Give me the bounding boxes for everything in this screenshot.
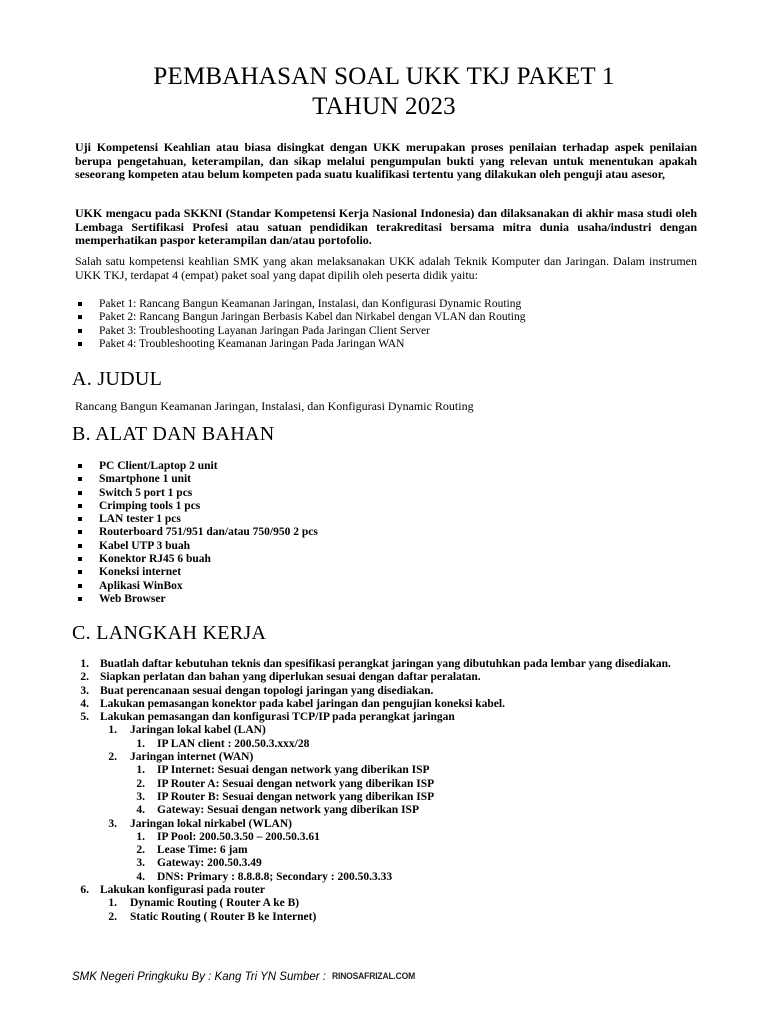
step-item-level-0 [75, 658, 705, 671]
step-number: 4. [136, 870, 145, 883]
list-item: Paket 1: Rancang Bangun Keamanan Jaringan, Instalasi, dan Konfigurasi Dynamic Routing [75, 298, 525, 311]
step-text: IP Pool: 200.50.3.50 – 200.50.3.61 [157, 830, 320, 843]
step-number: 1. [80, 658, 89, 670]
step-number: 3. [80, 684, 89, 697]
intro-paragraph-1: Uji Kompetensi Keahlian atau biasa disingkat dengan UKK merupakan proses penilaian terhadap aspek penilaian berupa pengetahuan, keterampilan, dan sikap melalui pengumpulan bukti yang relevan untuk menentukan apakah seseorang kompeten atau belum kompeten pada suatu kualifikasi tertentu yang dilakukan oleh penguji atau asesor, [75, 140, 697, 181]
section-a-text: Rancang Bangun Keamanan Jaringan, Instalasi, dan Konfigurasi Dynamic Routing [75, 399, 474, 413]
step-number: 5. [80, 711, 89, 724]
section-b-heading: B. ALAT DAN BAHAN [72, 423, 275, 445]
step-number: 1. [108, 724, 117, 737]
step-item-level-0 [75, 884, 705, 897]
list-item: Routerboard 751/951 dan/atau 750/950 2 pcs [75, 526, 318, 539]
step-text: Lakukan pemasangan dan konfigurasi TCP/IP pada perangkat jaringan [100, 711, 455, 724]
list-item: Web Browser [75, 593, 318, 606]
step-text: Buatlah daftar kebutuhan teknis dan spesifikasi perangkat jaringan yang dibutuhkan pada lembar yang disediakan. [100, 658, 671, 670]
step-number: 1. [136, 737, 145, 750]
list-item: Konektor RJ45 6 buah [75, 553, 318, 566]
step-number: 4. [136, 804, 145, 817]
list-item: PC Client/Laptop 2 unit [75, 460, 318, 473]
step-item-level-0 [75, 698, 705, 711]
step-text: Lakukan pemasangan konektor pada kabel jaringan dan pengujian koneksi kabel. [100, 697, 505, 710]
step-number: 2. [108, 910, 117, 923]
step-item-level-2 [75, 831, 705, 844]
list-item: Smartphone 1 unit [75, 473, 318, 486]
step-item-level-0 [75, 685, 705, 698]
title-line-2: TAHUN 2023 [312, 93, 456, 120]
step-text: Lease Time: 6 jam [157, 844, 248, 857]
list-item: Paket 4: Troubleshooting Keamanan Jaringan Pada Jaringan WAN [75, 338, 525, 351]
step-text: Lakukan konfigurasi pada router [100, 884, 265, 897]
intro-paragraph-3: Salah satu kompetensi keahlian SMK yang akan melaksanakan UKK adalah Teknik Komputer dan Jaringan. Dalam instrumen UKK TKJ, terdapat 4 (empat) paket soal yang dapat dipilih oleh peserta didik yaitu: [75, 254, 697, 282]
step-item-level-2 [75, 778, 705, 791]
step-text: Jaringan internet (WAN) [130, 751, 254, 764]
step-number: 3. [136, 857, 145, 870]
step-item-level-2 [75, 804, 705, 817]
step-text: Gateway: Sesuai dengan network yang diberikan ISP [157, 804, 419, 817]
list-item: Kabel UTP 3 buah [75, 540, 318, 553]
step-number: 3. [108, 817, 117, 830]
step-text: DNS: Primary : 8.8.8.8; Secondary : 200.50.3.33 [157, 870, 393, 883]
step-item-level-1 [75, 724, 705, 737]
page-footer [72, 970, 424, 984]
step-item-level-2 [75, 844, 705, 857]
step-text: Static Routing ( Router B ke Internet) [130, 910, 317, 923]
step-number: 1. [136, 830, 145, 843]
step-number: 1. [108, 897, 117, 910]
step-item-level-2 [75, 791, 705, 804]
source-logo: RINOSAFRIZAL.COM [331, 971, 416, 982]
list-item: Koneksi internet [75, 566, 318, 579]
step-number: 6. [80, 884, 89, 897]
step-item-level-2 [75, 738, 705, 751]
title-line-1: PEMBAHASAN SOAL UKK TKJ PAKET 1 [153, 63, 615, 90]
step-text: IP Router B: Sesuai dengan network yang diberikan ISP [157, 790, 435, 803]
tools-list [75, 460, 318, 606]
step-item-level-2 [75, 871, 705, 884]
step-text: Jaringan lokal nirkabel (WLAN) [130, 817, 292, 830]
step-number: 4. [80, 697, 89, 710]
step-number: 2. [108, 751, 117, 764]
step-item-level-1 [75, 911, 705, 924]
step-text: IP Internet: Sesuai dengan network yang diberikan ISP [157, 764, 430, 777]
step-number: 2. [80, 671, 89, 684]
list-item: Paket 2: Rancang Bangun Jaringan Berbasis Kabel dan Nirkabel dengan VLAN dan Routing [75, 311, 525, 324]
list-item: Crimping tools 1 pcs [75, 500, 318, 513]
step-text: Jaringan lokal kabel (LAN) [130, 724, 266, 737]
section-a-heading: A. JUDUL [72, 368, 163, 390]
package-list [75, 298, 525, 351]
list-item: LAN tester 1 pcs [75, 513, 318, 526]
step-text: IP Router A: Sesuai dengan network yang diberikan ISP [157, 777, 435, 790]
step-number: 1. [136, 764, 145, 777]
list-item: Paket 3: Troubleshooting Layanan Jaringan Pada Jaringan Client Server [75, 325, 525, 338]
step-item-level-2 [75, 764, 705, 777]
footer-credit: SMK Negeri Pringkuku By : Kang Tri YN Sumber : [72, 971, 326, 983]
step-item-level-1 [75, 818, 705, 831]
step-item-level-0 [75, 711, 705, 724]
intro-paragraph-2: UKK mengacu pada SKKNI (Standar Kompetensi Kerja Nasional Indonesia) dan dilaksanakan di akhir masa studi oleh Lembaga Sertifikasi Profesi atau satuan pendidikan terakreditasi bersama mitra dunia usaha/industri dengan memperhatikan paspor keterampilan dan/atau portofolio. [75, 206, 697, 247]
step-item-level-2 [75, 857, 705, 870]
step-text: Dynamic Routing ( Router A ke B) [130, 897, 300, 910]
step-number: 2. [136, 844, 145, 857]
step-item-level-1 [75, 751, 705, 764]
step-text: Buat perencanaan sesuai dengan topologi jaringan yang disediakan. [100, 684, 434, 697]
step-number: 2. [136, 777, 145, 790]
step-text: Gateway: 200.50.3.49 [157, 857, 262, 870]
step-text: IP LAN client : 200.50.3.xxx/28 [157, 737, 310, 750]
step-item-level-1 [75, 897, 705, 910]
list-item: Aplikasi WinBox [75, 580, 318, 593]
work-steps-list [75, 658, 705, 924]
step-number: 3. [136, 790, 145, 803]
section-c-heading: C. LANGKAH KERJA [72, 622, 267, 644]
step-text: Siapkan perlatan dan bahan yang diperlukan sesuai dengan daftar peralatan. [100, 671, 481, 684]
list-item: Switch 5 port 1 pcs [75, 487, 318, 500]
document-title [60, 62, 708, 122]
step-item-level-0 [75, 671, 705, 684]
